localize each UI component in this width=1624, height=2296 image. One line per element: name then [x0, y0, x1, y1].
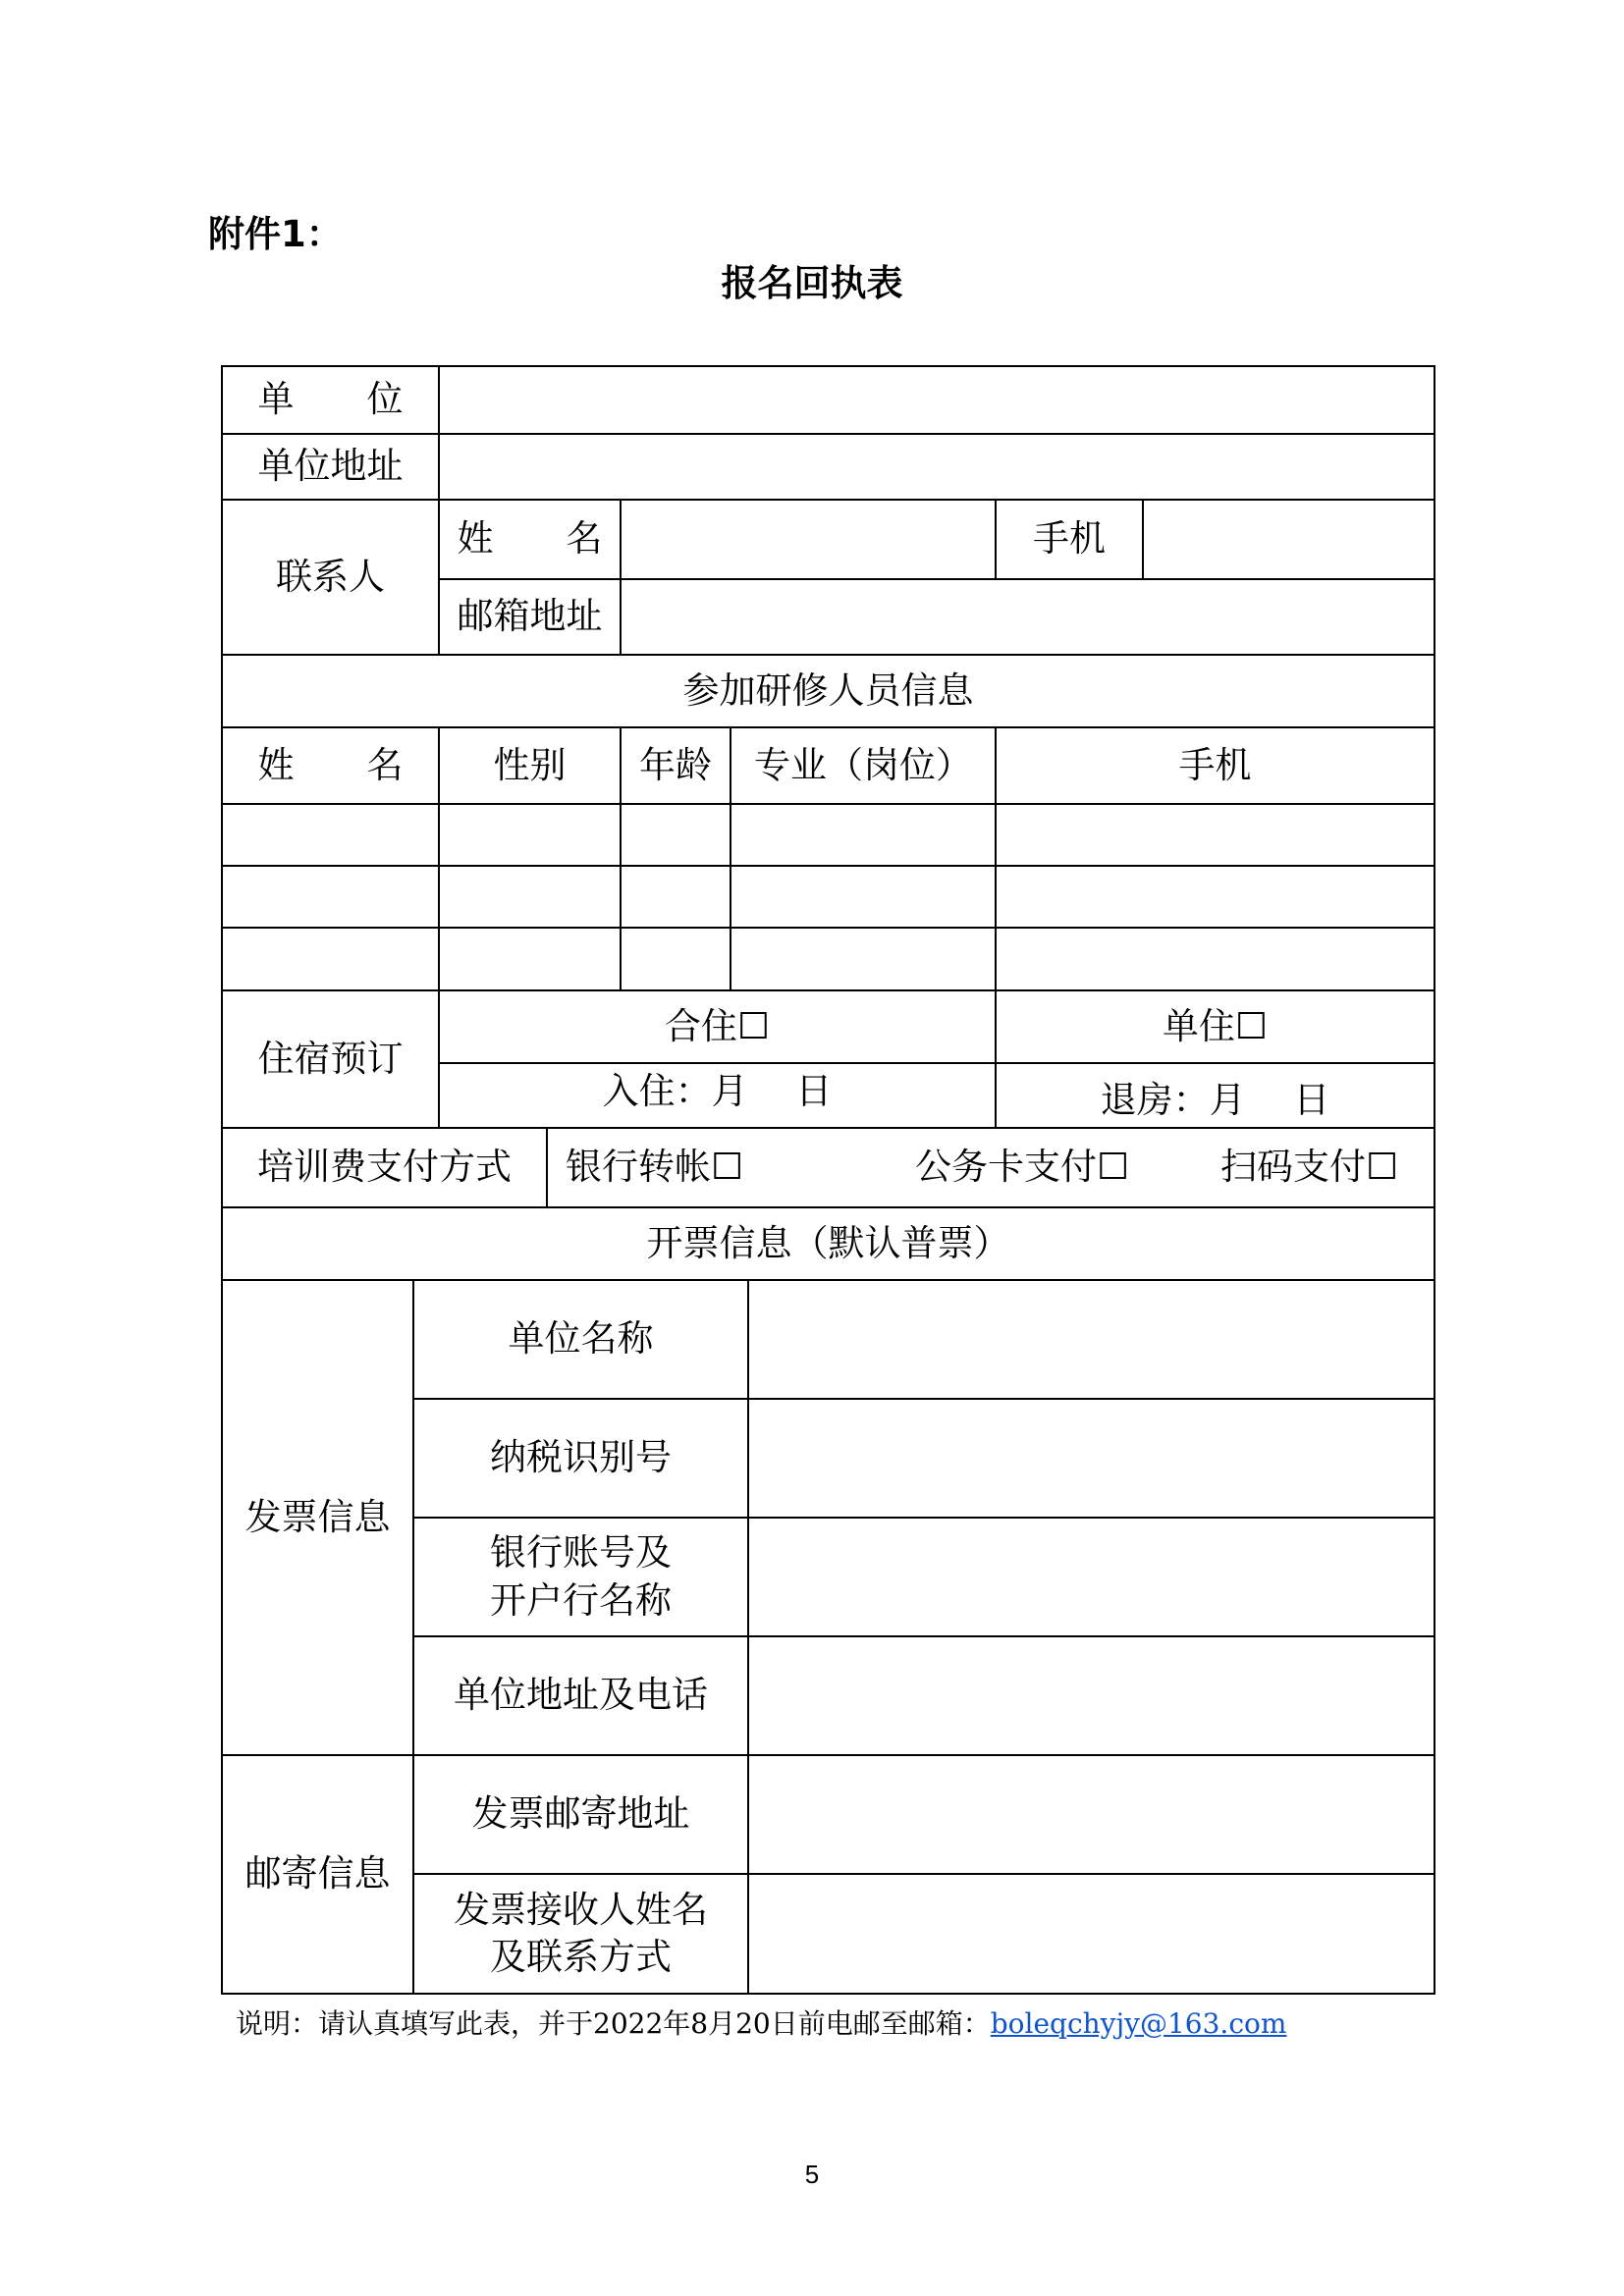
payment-label: 培训费支付方式: [257, 1146, 512, 1189]
attachment-label: 附件1：: [208, 213, 343, 255]
contact-name-label: 姓 名: [457, 517, 603, 561]
unit-field[interactable]: [440, 367, 1434, 433]
checkout-date[interactable]: 退房：月 日: [1100, 1078, 1330, 1121]
payment-bank-option[interactable]: 银行转帐☐: [566, 1146, 744, 1189]
contact-email-field[interactable]: [622, 580, 1434, 654]
column-gender: 性别: [493, 743, 567, 786]
mail-info-label: 邮寄信息: [244, 1852, 391, 1896]
accommodation-single[interactable]: 单住☐: [1162, 1004, 1269, 1047]
participant-row[interactable]: [223, 929, 1434, 989]
participant-row[interactable]: [223, 805, 1434, 865]
form-title: 报名回执表: [721, 262, 903, 304]
bank-account-field[interactable]: [749, 1519, 1434, 1635]
accommodation-label: 住宿预订: [257, 1037, 404, 1080]
checkin-date[interactable]: 入住：月 日: [602, 1069, 833, 1112]
participant-row[interactable]: [223, 867, 1434, 927]
mail-address-label: 发票邮寄地址: [471, 1792, 690, 1836]
unit-address-label: 单位地址: [257, 445, 404, 488]
column-age: 年龄: [639, 743, 712, 786]
page-number: 5: [804, 2160, 820, 2189]
unit-label: 单 位: [257, 378, 404, 421]
bank-account-label: [414, 1519, 747, 1635]
instruction-note: [236, 2002, 1286, 2042]
payment-card-option[interactable]: 公务卡支付☐: [915, 1146, 1130, 1189]
tax-id-label: 纳税识别号: [490, 1436, 672, 1479]
tax-id-field[interactable]: [749, 1400, 1434, 1517]
accommodation-shared[interactable]: 合住☐: [664, 1004, 771, 1047]
contact-label: 联系人: [276, 555, 385, 598]
recipient-label-line1: 发票接收人姓名: [454, 1888, 708, 1931]
unit-address-field[interactable]: [440, 435, 1434, 499]
company-name-field[interactable]: [749, 1281, 1434, 1398]
note-text: 说明：请认真填写此表，并于2022年8月20日前电邮至邮箱：: [236, 2007, 991, 2040]
bank-account-label-line2: 开户行名称: [490, 1578, 672, 1622]
payment-qr-option[interactable]: 扫码支付☐: [1220, 1146, 1399, 1189]
contact-mobile-label: 手机: [1033, 517, 1106, 561]
address-phone-label: 单位地址及电话: [454, 1674, 708, 1717]
column-name: 姓 名: [257, 743, 404, 786]
recipient-label-line2: 及联系方式: [490, 1936, 672, 1978]
recipient-label: [414, 1875, 747, 1993]
bank-account-label-line1: 银行账号及: [490, 1531, 672, 1575]
column-mobile: 手机: [1178, 743, 1252, 786]
email-link[interactable]: boleqchyjy@163.com: [990, 2007, 1287, 2040]
contact-name-field[interactable]: [622, 501, 995, 578]
participants-header: 参加研修人员信息: [682, 668, 974, 712]
recipient-field[interactable]: [749, 1875, 1434, 1993]
mail-address-field[interactable]: [749, 1756, 1434, 1873]
invoice-info-label: 发票信息: [244, 1495, 391, 1538]
column-major: 专业（岗位）: [754, 743, 972, 786]
address-phone-field[interactable]: [749, 1637, 1434, 1754]
invoice-header: 开票信息（默认普票）: [646, 1221, 1010, 1264]
contact-mobile-field[interactable]: [1144, 501, 1434, 578]
company-name-label: 单位名称: [508, 1317, 654, 1361]
contact-email-label: 邮箱地址: [457, 595, 603, 638]
